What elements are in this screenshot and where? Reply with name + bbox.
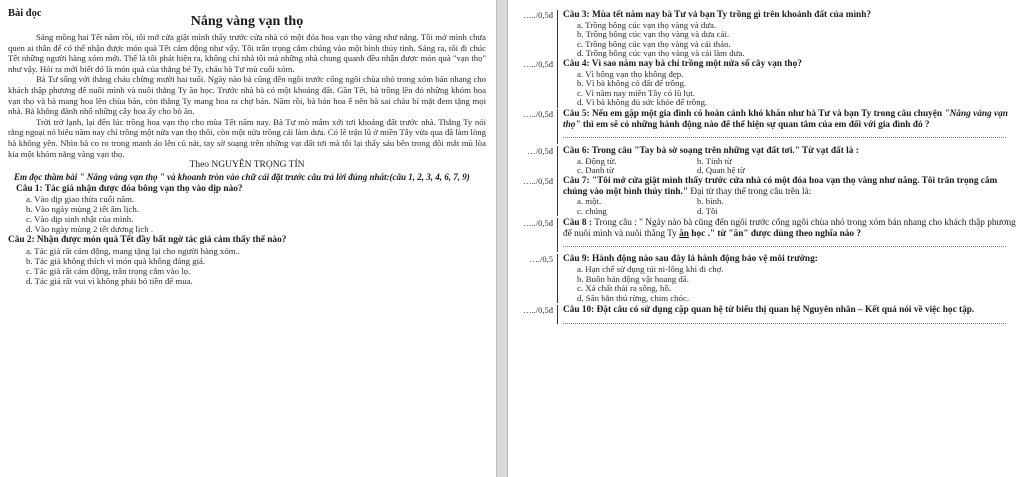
q9-option-d[interactable]: d. Săn bắn thú rừng, chim chóc.: [577, 292, 690, 303]
question-8-row: [512, 218, 1016, 252]
question-2: Câu 2: Nhận được món quà Tết đầy bất ngờ tác giả cảm thấy thế nào?: [8, 235, 287, 246]
q10-text: Đặt câu có sử dụng cặp quan hệ từ biểu thị quan hệ Nguyên nhân – Kết quả nói về việc học tập.: [596, 305, 975, 316]
q5-text-b: thì em sẽ có những hành động nào để thể hiện sự quan tâm của em đối với gia đình đó ?: [580, 119, 930, 130]
q7-option-d[interactable]: d. Tôi: [697, 205, 718, 216]
q2-option-d[interactable]: d. Tác giả rất vui vì không phải bỏ tiền để mua.: [26, 276, 193, 287]
q3-score: …../0,5đ: [512, 10, 558, 59]
q9-option-a[interactable]: a. Hạn chế sử dụng túi ni-lông khi đi chợ.: [577, 264, 724, 275]
q7-label: Câu 7:: [563, 175, 590, 186]
instruction-text: Em đọc thầm bài " Nắng vàng vạn thọ " và khoanh tròn vào chữ cái đặt trước câu trả lời đúng nhất:(câu 1, 2, 3, 4, 6, 7, 9): [14, 172, 470, 183]
q6-option-a[interactable]: a. Động từ.: [577, 155, 617, 166]
story-paragraph-3: Trời trở lạnh, lại đến lúc trồng hoa vạn thọ cho mùa Tết năm nay. Bà Tư mò mẫm xới tơi khoảng đất trước nhà. Thằng Ty nói rằng ngoại nó biêu năm nay chỉ trồng một nửa vạn thọ thôi, còn một nửa trồng cải làm dưa. Có lẽ trận lũ ở miền Tây vừa qua đã làm lòng bà không yên. Nhìn bà co ro trong manh áo lên cũ nát, tay sờ soạng trên những vạt đất tơi mà tôi lại thấy sáu bên trong đôi mắt mù lòa kia một khóm nắng vàng vạn thọ.: [8, 116, 486, 159]
question-1: Câu 1: Tác giả nhận được đóa bông vạn thọ vào dịp nào?: [16, 183, 243, 194]
q6-option-b[interactable]: b. Tính từ: [697, 155, 732, 166]
q3-label: Câu 3:: [563, 10, 590, 20]
q8-text-b: học ." từ "ăn" được dùng theo nghĩa nào ?: [688, 228, 862, 239]
q1-option-d[interactable]: d. Vào ngày mùng 2 tết dương lịch .: [26, 224, 154, 235]
q4-score: …../0,5đ: [512, 59, 558, 108]
q6-text: Trong câu "Tay bà sờ soạng trên những vạt đất tơi." Từ vạt đất là :: [591, 146, 859, 157]
story-paragraph-2: Bà Tư sống với thằng cháu chừng mười hai tuổi. Ngày nào bà cũng đến ngôi trước cổng ngôi chùa nhỏ trong xóm bán nhang cho khách thập phương để nuôi mình và nuôi thằng Ty ăn học. Trước nhà bà có một khoảng đất. Gần Tết, bà trồng lên đó những khóm hoa vạn thọ và bà mang hoa lên chùa bán, còn thằng Ty mang hoa ra chợ bán. Năm rồi, bà bán hoa ế nên bà sai cháu bỉ mặt đem tặng mọi nhà. Bà không đành nhổ những cây hoa ấy cho bò ăn.: [8, 74, 486, 117]
q5-text-a: Nếu em gặp một gia đình có hoàn cảnh khó khăn như bà Tư và bạn Ty trong câu chuyện: [591, 108, 945, 119]
q4-option-b[interactable]: b. Vì bà không có đất để trồng.: [577, 78, 687, 89]
q9-option-c[interactable]: c. Xả chất thải ra sông, hồ.: [577, 283, 672, 294]
question-7-row: [512, 176, 1016, 216]
q9-label: Câu 9:: [563, 254, 590, 265]
q7-option-b[interactable]: b. bình.: [697, 196, 724, 207]
q8-text-a: Trong câu : " Ngày nào bà cũng đến ngôi trước cổng ngôi chùa nhỏ trong xóm bán nhang cho khách thập phương để nuôi mình và nuôi thằng Ty: [563, 218, 1016, 239]
q10-score: …../0,5đ: [512, 305, 558, 324]
left-page: [0, 0, 496, 477]
q6-score: …/0,5đ: [512, 146, 558, 176]
q6-option-c[interactable]: c. Danh từ: [577, 165, 614, 176]
q5-quote: "Nắng vàng vạn thọ": [563, 108, 1008, 130]
q3-option-d[interactable]: d. Trồng bông cúc vạn thọ vàng và cải làm dưa.: [577, 48, 745, 59]
question-4-row: [512, 59, 1016, 108]
question-6-row: [512, 146, 1016, 176]
q9-text: Hành động nào sau đây là hành động bảo vệ môi trường:: [591, 254, 818, 265]
q5-score: …../0,5đ: [512, 109, 558, 144]
q8-label: Câu 8 :: [563, 218, 592, 229]
q7-text: "Tôi mở cửa giật mình thấy trước cửa nhà có một đóa hoa vạn thọ vàng như nắng. Tôi trân trọng cắm chúng vào một bình thủy tinh.": [563, 175, 998, 197]
q5-answer-line[interactable]: [563, 130, 1006, 138]
q9-score: …./0,5: [512, 254, 558, 303]
question-5-row: [512, 109, 1016, 144]
q4-text: Vì sao năm nay bà chỉ trồng một nửa số cây vạn thọ?: [591, 58, 802, 69]
page-gutter: [496, 0, 508, 477]
q10-answer-line[interactable]: [563, 316, 1006, 324]
q1-option-a[interactable]: a. Vào dịp giao thừa cuối năm.: [26, 194, 135, 205]
q3-text: Mùa tết năm nay bà Tư và bạn Ty trồng gì trên khoảnh đất của mình?: [591, 10, 872, 20]
q8-underlined-word: ăn: [679, 228, 689, 239]
q3-option-b[interactable]: b. Trồng bông cúc vạn thọ vàng và dưa cải.: [577, 29, 730, 40]
q7-tail: Đại từ thay thế trong câu trên là:: [688, 186, 812, 197]
q1-option-c[interactable]: c. Vào dịp sinh nhật của mình.: [26, 214, 134, 225]
q8-answer-line[interactable]: [563, 239, 1006, 247]
q2-option-a[interactable]: a. Tác giả rất cảm động, mang tặng lại cho người hàng xóm..: [26, 246, 240, 257]
q7-option-a[interactable]: a. một.: [577, 196, 602, 207]
q2-option-c[interactable]: c. Tác giả rất cảm động, trân trọng cắm vào lọ.: [26, 266, 191, 277]
q3-option-a[interactable]: a. Trồng bông cúc vạn thọ vàng và dưa.: [577, 19, 717, 30]
q4-option-d[interactable]: d. Vì bà không đủ sức khỏe để trồng.: [577, 97, 708, 108]
q7-option-c[interactable]: c. chúng: [577, 205, 607, 216]
q4-option-a[interactable]: a. Vì bông vạn thọ không đẹp.: [577, 68, 684, 79]
q9-option-b[interactable]: b. Buôn bán động vật hoang dã.: [577, 273, 689, 284]
story-paragraph-1: Sáng mồng hai Tết năm rồi, tôi mở cửa giật mình thấy trước cửa nhà có một đóa hoa vạn thọ vàng như nắng. Tôi mở mình chưa quen ai thân để có thể nhận được món quà Tết cảm động như vậy. Tôi trân trọng cắm chúng vào một bình thủy tinh. Sáng ra, tôi đi chúc Tết những người hàng xóm mới. Thế là tôi phát hiện ra, không chỉ nhà tôi mà những nhà chung quanh đều nhận được món quà "vạn thọ" như vậy. Hỏi ra mới biết đó là món quà của thằng bé Ty, cháu bà Tư mù cuối xóm.: [8, 32, 486, 74]
q10-label: Câu 10:: [563, 305, 595, 316]
q4-label: Câu 4:: [563, 58, 590, 69]
story-title: Nắng vàng vạn thọ: [190, 14, 304, 29]
q5-label: Câu 5:: [563, 108, 590, 119]
q3-option-c[interactable]: c. Trồng bông cúc vạn thọ vàng và cải thảo.: [577, 38, 731, 49]
q2-option-b[interactable]: b. Tác giả không thích vì món quà không đáng giá.: [26, 256, 206, 267]
q7-score: …../0,5đ: [512, 176, 558, 216]
q4-option-c[interactable]: c. Vì năm nay miền Tây có lũ lụt.: [577, 87, 695, 98]
author-credit: Theo NGUYỄN TRỌNG TÍN: [189, 160, 305, 171]
q6-label: Câu 6:: [563, 146, 590, 157]
question-10-row: [512, 305, 1016, 324]
question-9-row: [512, 254, 1016, 303]
q6-option-d[interactable]: d. Quan hệ từ: [697, 165, 745, 176]
right-page: [508, 0, 1024, 477]
question-3-row: [512, 10, 1016, 59]
section-label: Bài đọc: [8, 8, 42, 19]
q8-score: …../0,5đ: [512, 218, 558, 252]
q1-option-b[interactable]: b. Vào ngày mùng 2 tết âm lịch.: [26, 204, 139, 215]
